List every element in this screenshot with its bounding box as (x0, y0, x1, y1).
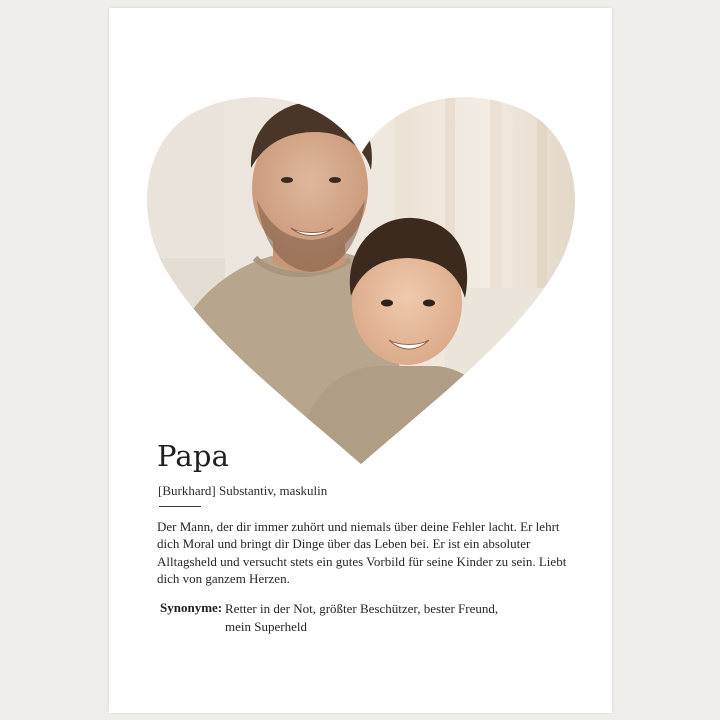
definition-text: Der Mann, der dir immer zuhört und niemals über deine Fehler lacht. Er lehrt dich Moral und bringt dir Dinge über das Leben bei. Er ist ein absoluter Alltagsheld und versucht stets ein gutes Vorbild für seine Kinder zu sein. Liebt dich von ganzem Herzen. (157, 519, 567, 586)
synonyms-text: Retter in der Not, größter Beschützer, bester Freund, mein Superheld (225, 601, 499, 634)
poster-card (109, 8, 612, 713)
word-subtitle: [Burkhard] Substantiv, maskulin (158, 483, 328, 498)
heart-photo (145, 88, 577, 464)
synonyms-label: Synonyme: (160, 600, 223, 615)
page-title: Papa (157, 439, 230, 473)
divider (159, 506, 201, 507)
